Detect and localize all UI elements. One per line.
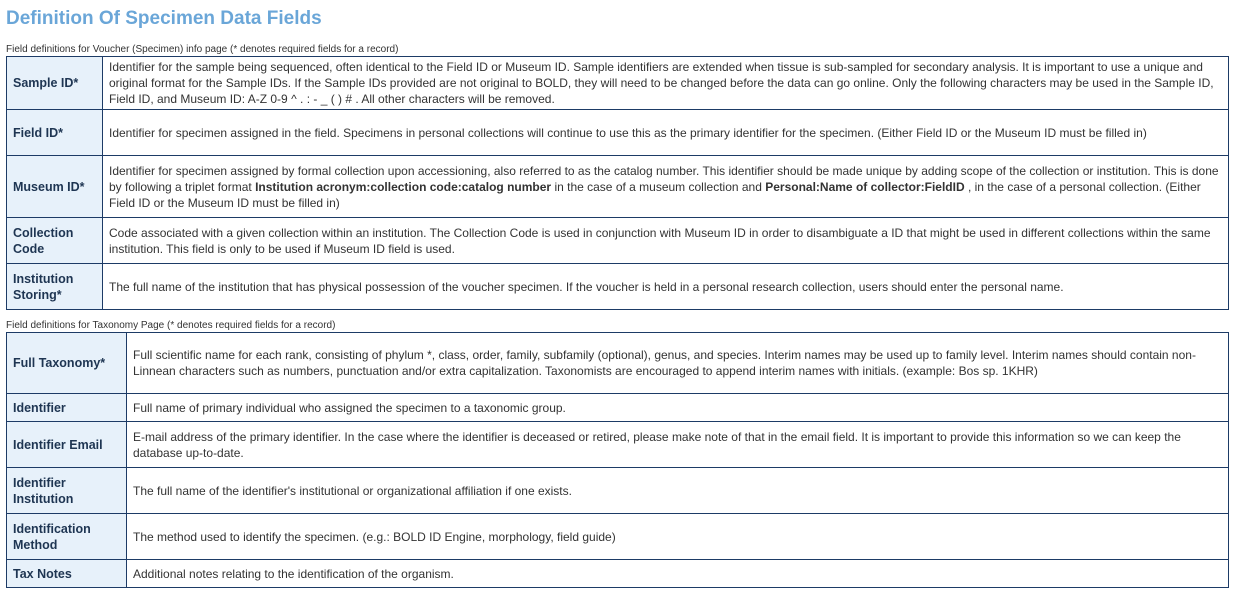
voucher-fields-table (6, 56, 1229, 310)
museum-desc-part: in the case of a museum collection and (551, 179, 766, 194)
field-description (103, 156, 1229, 218)
field-description: E-mail address of the primary identifier. In the case where the identifier is deceased or retired, please make note of that in the email field. It is important to provide this information so we can keep the database up-to-date. (127, 422, 1229, 468)
field-label: Identifier Institution (7, 468, 127, 514)
page-title: Definition Of Specimen Data Fields (6, 8, 322, 29)
field-description: Full name of primary individual who assigned the specimen to a taxonomic group. (127, 394, 1229, 422)
field-description: Code associated with a given collection within an institution. The Collection Code is used in conjunction with Museum ID in order to disambiguate a ID that might be used in different collections within the same institution. This field is only to be used if Museum ID field is used. (103, 218, 1229, 264)
field-description: Identifier for specimen assigned in the field. Specimens in personal collections will continue to use this as the primary identifier for the specimen. (Either Field ID or the Museum ID must be filled in) (103, 110, 1229, 156)
field-description: Full scientific name for each rank, consisting of phylum *, class, order, family, subfamily (optional), genus, and species. Interim names may be used up to family level. Interim names should contain non-Linnean characters such as numbers, punctuation and/or extra capitalization. Taxonomists are encouraged to append interim names with initials. (example: Bos sp. 1KHR) (127, 333, 1229, 394)
table-row (7, 333, 1229, 394)
field-label: Field ID* (7, 110, 103, 156)
voucher-caption: Field definitions for Voucher (Specimen) info page (* denotes required fields for a record) (6, 44, 399, 55)
taxonomy-fields-table (6, 332, 1229, 588)
table-row (7, 468, 1229, 514)
field-label: Sample ID* (7, 57, 103, 110)
table-row (7, 218, 1229, 264)
field-label: Institution Storing* (7, 264, 103, 310)
field-description: The full name of the institution that has physical possession of the voucher specimen. If the voucher is held in a personal research collection, users should enter the personal name. (103, 264, 1229, 310)
table-row (7, 110, 1229, 156)
table-row (7, 156, 1229, 218)
field-description: The full name of the identifier's institutional or organizational affiliation if one exists. (127, 468, 1229, 514)
table-row (7, 394, 1229, 422)
field-description: Identifier for the sample being sequenced, often identical to the Field ID or Museum ID. Sample identifiers are extended when tissue is sub-sampled for secondary analysis. It is important to use a unique and original format for the Sample IDs. If the Sample IDs provided are not original to BOLD, they will need to be changed before the data can go online. Only the following characters may be used in the Sample ID, Field ID, and Museum ID: A-Z 0-9 ^ . : - _ ( ) # . All other characters will be removed. (103, 57, 1229, 110)
field-label: Collection Code (7, 218, 103, 264)
table-row (7, 57, 1229, 110)
table-row (7, 264, 1229, 310)
table-row (7, 514, 1229, 560)
museum-desc-part: , in the case of a personal collection. (Either Field ID or the Museum ID must be filled in) (109, 179, 1201, 210)
field-label: Identifier (7, 394, 127, 422)
field-label: Identifier Email (7, 422, 127, 468)
table-row (7, 422, 1229, 468)
field-description: Additional notes relating to the identification of the organism. (127, 560, 1229, 588)
museum-desc-part: Identifier for specimen assigned by formal collection upon accessioning, also referred to as the catalog number. This identifier should be made unique by adding scope of the collection or institution. This is done by following a triplet format (109, 163, 1219, 194)
field-description: The method used to identify the specimen. (e.g.: BOLD ID Engine, morphology, field guide) (127, 514, 1229, 560)
museum-triplet-format: Institution acronym:collection code:catalog number (255, 179, 552, 194)
table-row (7, 560, 1229, 588)
personal-triplet-format: Personal:Name of collector:FieldID (765, 179, 965, 194)
field-label: Identification Method (7, 514, 127, 560)
taxonomy-caption: Field definitions for Taxonomy Page (* denotes required fields for a record) (6, 320, 336, 331)
field-label: Museum ID* (7, 156, 103, 218)
field-label: Full Taxonomy* (7, 333, 127, 394)
field-label: Tax Notes (7, 560, 127, 588)
